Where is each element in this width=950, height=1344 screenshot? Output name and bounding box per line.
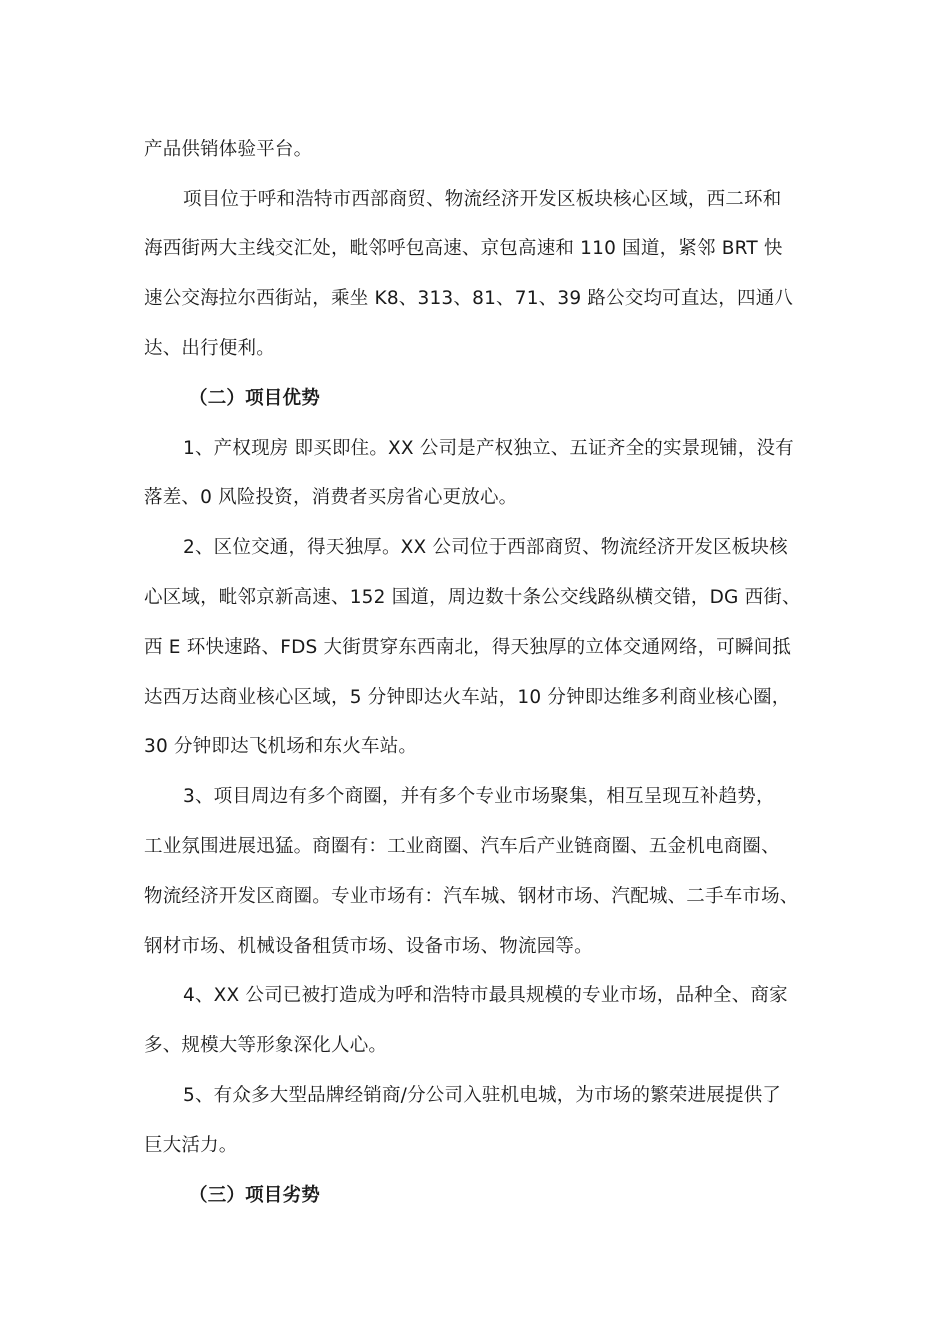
paragraph-line: 产品供销体验平台。 [144,139,313,160]
paragraph-line: 海西街两大主线交汇处，毗邻呼包高速、京包高速和 110 国道，紧邻 BRT 快 [144,238,783,259]
section-heading: （三）项目劣势 [189,1185,320,1206]
paragraph-line: 巨大活力。 [144,1135,238,1156]
section-heading: （二）项目优势 [189,388,320,409]
paragraph-line: 多、规模大等形象深化人心。 [144,1035,388,1056]
paragraph-line: 达西万达商业核心区域，5 分钟即达火车站，10 分钟即达维多利商业核心圈， [144,687,791,708]
paragraph-line: 西 E 环快速路、FDS 大街贯穿东西南北，得天独厚的立体交通网络，可瞬间抵 [144,637,792,658]
paragraph-line: 3、项目周边有多个商圈，并有多个专业市场聚集，相互呈现互补趋势， [183,786,775,807]
paragraph-line: 落差、0 风险投资，消费者买房省心更放心。 [144,487,518,508]
paragraph-line: 心区域，毗邻京新高速、152 国道，周边数十条公交线路纵横交错，DG 西街、 [144,587,801,608]
paragraph-line: 5、有众多大型品牌经销商/分公司入驻机电城，为市场的繁荣进展提供了 [183,1085,782,1106]
paragraph-line: 2、区位交通，得天独厚。XX 公司位于西部商贸、物流经济开发区板块核 [183,537,788,558]
paragraph-line: 钢材市场、机械设备租赁市场、设备市场、物流园等。 [144,936,593,957]
paragraph-line: 物流经济开发区商圈。专业市场有：汽车城、钢材市场、汽配城、二手车市场、 [144,886,799,907]
paragraph-line: 项目位于呼和浩特市西部商贸、物流经济开发区板块核心区域，西二环和 [183,189,782,210]
paragraph-line: 30 分钟即达飞机场和东火车站。 [144,736,418,757]
paragraph-line: 达、出行便利。 [144,338,275,359]
paragraph-line: 1、产权现房 即买即住。XX 公司是产权独立、五证齐全的实景现铺，没有 [183,438,794,459]
paragraph-line: 工业氛围进展迅猛。商圈有：工业商圈、汽车后产业链商圈、五金机电商圈、 [144,836,780,857]
paragraph-line: 速公交海拉尔西街站，乘坐 K8、313、81、71、39 路公交均可直达，四通八 [144,288,794,309]
paragraph-line: 4、XX 公司已被打造成为呼和浩特市最具规模的专业市场，品种全、商家 [183,985,788,1006]
